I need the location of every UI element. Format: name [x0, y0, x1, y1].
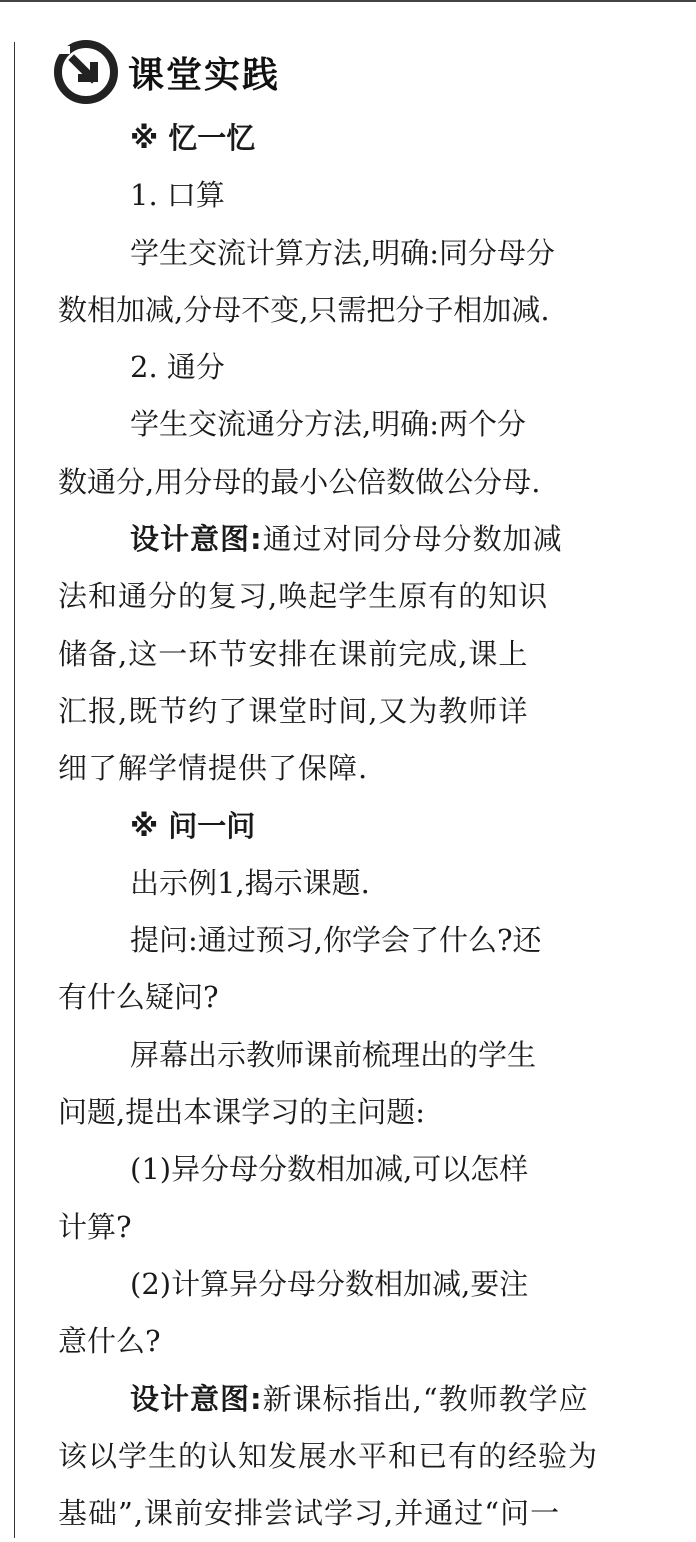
- document-body: [58, 110, 658, 1542]
- ask-design-label: 设计意图:: [130, 1381, 263, 1416]
- recall-design-line5: 细了解学情提供了保障.: [58, 751, 369, 786]
- recall-design-line1: [58, 511, 658, 568]
- ask-design-line3: 基础”,课前安排尝试学习,并通过“问一: [58, 1496, 561, 1531]
- ask-design-line2: 该以学生的认知发展水平和已有的经验为: [58, 1438, 599, 1473]
- item1-line2: 数相加减,分母不变,只需把分子相加减.: [58, 292, 550, 327]
- question-line2: 有什么疑问?: [58, 980, 219, 1015]
- item2-line2: 数通分,用分母的最小公倍数做公分母.: [58, 464, 541, 499]
- section-header: [54, 40, 280, 104]
- ask-heading: ※ 问一问: [130, 808, 256, 843]
- recall-heading: ※ 忆一忆: [130, 121, 256, 155]
- item2-line1: 学生交流通分方法,明确:两个分: [130, 407, 526, 442]
- ask-line1: 出示例1,揭示课题.: [130, 865, 370, 900]
- recall-design-text1: 通过对同分母分数加减: [262, 522, 563, 557]
- recall-design-label: 设计意图:: [130, 522, 263, 557]
- screen-line1: 屏幕出示教师课前梳理出的学生: [130, 1037, 537, 1072]
- item1-line1: 学生交流计算方法,明确:同分母分: [130, 235, 555, 270]
- item2-title: 2. 通分: [130, 350, 225, 385]
- problem1-line1: (1)异分母分数相加减,可以怎样: [130, 1152, 529, 1187]
- section-arrow-icon: [54, 40, 118, 104]
- top-border: [0, 0, 696, 2]
- recall-design-line2: 法和通分的复习,唤起学生原有的知识: [58, 579, 549, 614]
- problem2-line2: 意什么?: [58, 1324, 161, 1359]
- ask-design-line1: [58, 1371, 658, 1428]
- ask-design-text1: 新课标指出,“教师教学应: [262, 1381, 589, 1416]
- section-title: 课堂实践: [128, 54, 281, 96]
- recall-design-line4: 汇报,既节约了课堂时间,又为教师详: [58, 693, 529, 728]
- recall-design-line3: 储备,这一环节安排在课前完成,课上: [58, 636, 529, 671]
- problem2-line1: (2)计算异分母分数相加减,要注: [130, 1266, 529, 1301]
- screen-line2: 问题,提出本课学习的主问题:: [58, 1095, 425, 1130]
- question-line1: 提问:通过预习,你学会了什么?还: [130, 923, 542, 958]
- problem1-line2: 计算?: [58, 1209, 132, 1244]
- left-border: [14, 42, 15, 1538]
- item1-title: 1. 口算: [130, 178, 225, 213]
